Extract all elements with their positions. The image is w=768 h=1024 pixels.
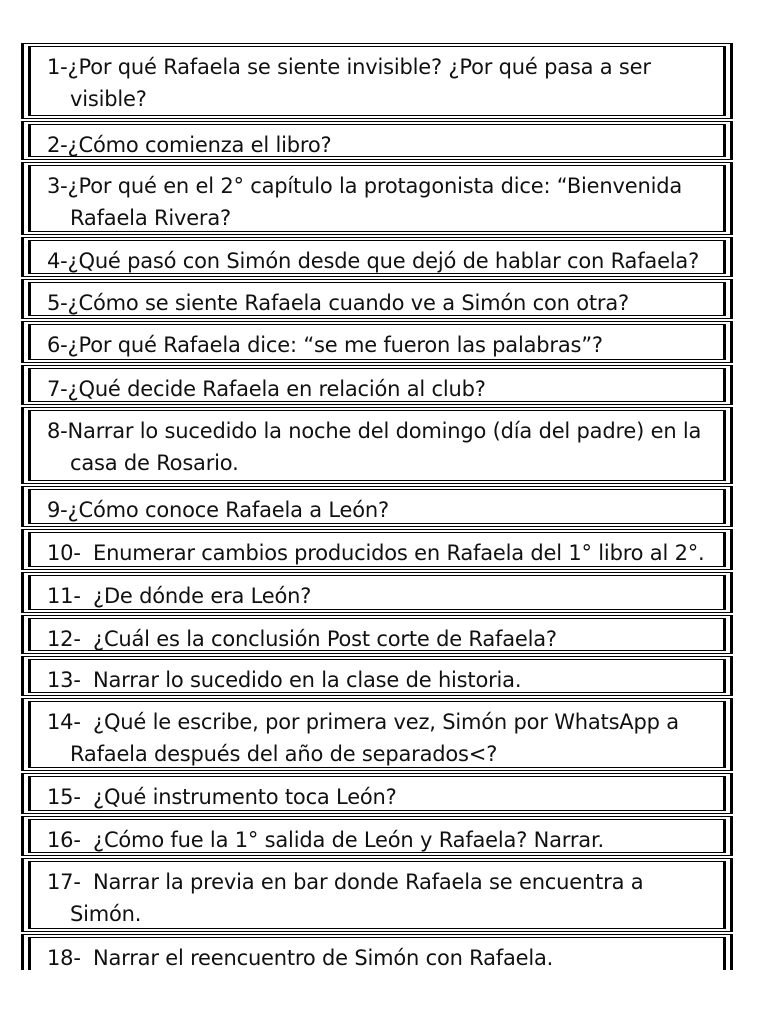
question-row bbox=[21, 698, 733, 771]
question-number: 8- bbox=[47, 419, 68, 443]
question-text: ¿De dónde era León? bbox=[93, 584, 312, 608]
question-row bbox=[21, 858, 733, 932]
question-number: 13- bbox=[47, 668, 81, 692]
question-text: ¿Qué decide Rafaela en relación al club? bbox=[67, 377, 486, 401]
question-text: ¿Por qué Rafaela dice: “se me fueron las palabras”? bbox=[67, 333, 603, 357]
question-row bbox=[21, 934, 733, 970]
question-text: Narrar lo sucedido la noche del domingo (día del padre) en la bbox=[67, 419, 702, 443]
question-row bbox=[21, 615, 733, 654]
question-text-continued: Simón. bbox=[70, 902, 142, 926]
question-row bbox=[21, 279, 733, 319]
question-number: 1- bbox=[47, 55, 68, 79]
question-text: Narrar la previa en bar donde Rafaela se encuentra a bbox=[93, 870, 644, 894]
question-text: Enumerar cambios producidos en Rafaela del 1° libro al 2°. bbox=[93, 541, 705, 565]
question-number: 16- bbox=[47, 828, 81, 852]
question-row bbox=[21, 486, 733, 527]
question-row bbox=[21, 572, 733, 613]
question-row bbox=[21, 162, 733, 235]
question-text: ¿Cómo se siente Rafaela cuando ve a Simón con otra? bbox=[67, 291, 629, 315]
question-number: 5- bbox=[47, 291, 68, 315]
question-number: 9- bbox=[47, 498, 68, 522]
question-text: ¿Por qué en el 2° capítulo la protagonista dice: “Bienvenida bbox=[67, 174, 682, 198]
question-text: Narrar el reencuentro de Simón con Rafaela. bbox=[93, 946, 554, 970]
question-number: 15- bbox=[47, 785, 81, 809]
question-text: ¿Cómo conoce Rafaela a León? bbox=[67, 498, 389, 522]
question-text-continued: visible? bbox=[70, 87, 147, 111]
question-text: ¿Qué le escribe, por primera vez, Simón por WhatsApp a bbox=[93, 710, 679, 734]
question-row bbox=[21, 529, 733, 570]
question-text: ¿Cómo fue la 1° salida de León y Rafaela? Narrar. bbox=[93, 828, 604, 852]
question-text: ¿Cuál es la conclusión Post corte de Rafaela? bbox=[93, 627, 557, 651]
question-number: 12- bbox=[47, 627, 81, 651]
question-row bbox=[21, 816, 733, 856]
question-row bbox=[21, 407, 733, 484]
question-number: 10- bbox=[47, 541, 81, 565]
question-text: ¿Por qué Rafaela se siente invisible? ¿Por qué pasa a ser bbox=[67, 55, 651, 79]
question-number: 6- bbox=[47, 333, 68, 357]
question-number: 11- bbox=[47, 584, 81, 608]
question-row bbox=[21, 773, 733, 814]
question-number: 14- bbox=[47, 710, 81, 734]
question-text-continued: Rafaela después del año de separados<? bbox=[70, 742, 498, 766]
question-row bbox=[21, 656, 733, 696]
question-row bbox=[21, 321, 733, 363]
question-number: 2- bbox=[47, 133, 68, 157]
question-text-continued: casa de Rosario. bbox=[70, 451, 239, 475]
question-text: ¿Cómo comienza el libro? bbox=[67, 133, 332, 157]
question-text-continued: Rafaela Rivera? bbox=[70, 206, 231, 230]
question-row bbox=[21, 365, 733, 405]
question-row bbox=[21, 43, 733, 119]
question-text: ¿Qué pasó con Simón desde que dejó de hablar con Rafaela? bbox=[67, 249, 700, 273]
question-row bbox=[21, 237, 733, 277]
question-list bbox=[21, 43, 733, 970]
question-text: Narrar lo sucedido en la clase de historia. bbox=[93, 668, 522, 692]
question-row bbox=[21, 121, 733, 160]
question-text: ¿Qué instrumento toca León? bbox=[93, 785, 397, 809]
question-number: 4- bbox=[47, 249, 68, 273]
question-number: 3- bbox=[47, 174, 68, 198]
question-number: 17- bbox=[47, 870, 81, 894]
question-number: 18- bbox=[47, 946, 81, 970]
question-number: 7- bbox=[47, 377, 68, 401]
